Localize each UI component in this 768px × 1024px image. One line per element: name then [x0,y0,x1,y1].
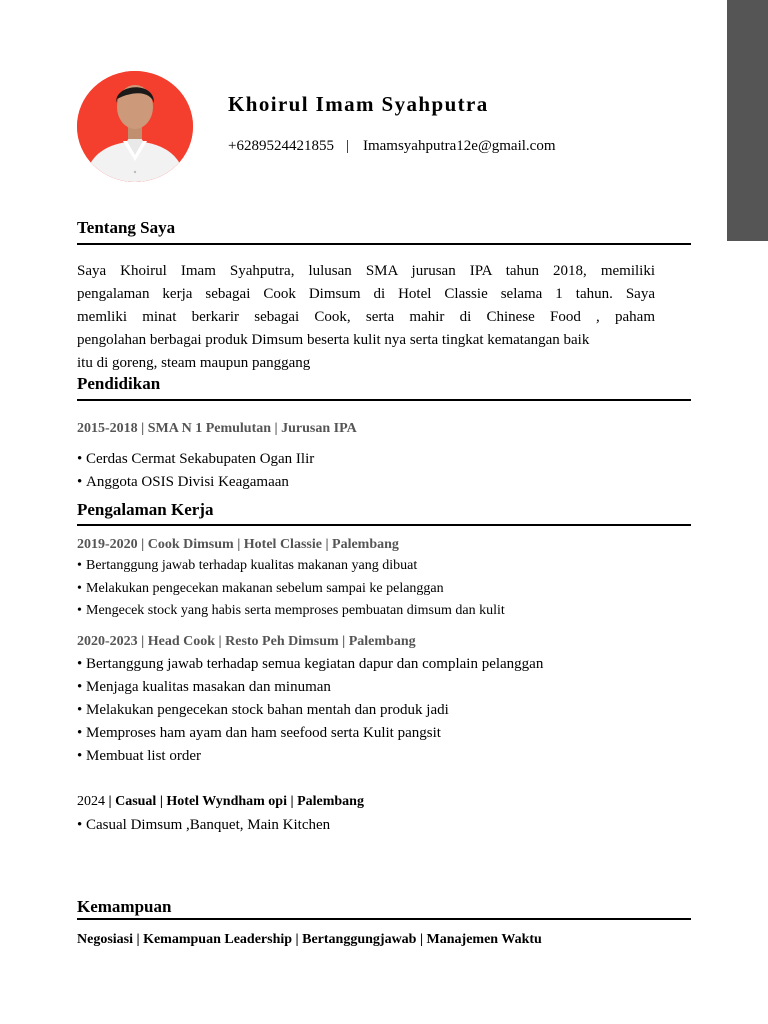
job-year: 2024 [77,794,105,809]
list-item: • Memproses ham ayam dan ham seefood serta Kulit pangsit [77,722,543,745]
about-line: pengolahan berbagai produk Dimsum beserta kulit nya serta tingkat kematangan baik [77,332,590,348]
contact-line [228,138,556,155]
email-address: Imamsyahputra12e@gmail.com [362,138,556,154]
section-title-about: Tentang Saya [77,218,176,237]
list-item: • Anggota OSIS Divisi Keagamaan [77,471,314,494]
job-heading: 2019-2020 | Cook Dimsum | Hotel Classie | Palembang [77,537,399,552]
about-line: itu di goreng, steam maupun panggang [77,355,311,371]
job-heading [77,794,364,810]
list-item: • Cerdas Cermat Sekabupaten Ogan Ilir [77,448,314,471]
list-item: • Melakukan pengecekan stock bahan mentah dan produk jadi [77,699,543,722]
about-paragraph [77,260,655,375]
education-achievements [77,448,314,494]
about-line: memliki minat berkarir sebagai Cook, serta mahir di Chinese Food , paham [77,309,655,325]
profile-photo-image [77,71,193,182]
list-item: • Casual Dimsum ,Banquet, Main Kitchen [77,814,330,837]
list-item: • Mengecek stock yang habis serta memproses pembuatan dimsum dan kulit [77,600,505,623]
job-duties [77,555,505,623]
contact-separator: | [345,138,349,154]
phone-number: +6289524421855 [228,138,334,154]
section-title-skills: Kemampuan [77,897,172,916]
section-title-education: Pendidikan [77,374,161,393]
list-item: • Melakukan pengecekan makanan sebelum sampai ke pelanggan [77,578,505,601]
job-duties [77,814,330,837]
job-heading-details: | Casual | Hotel Wyndham opi | Palembang [105,794,364,809]
list-item: • Menjaga kualitas masakan dan minuman [77,676,543,699]
section-divider-skills [77,918,691,920]
section-divider-experience [77,524,691,526]
side-accent-bar [727,0,768,241]
section-divider-education [77,399,691,401]
section-divider-about [77,243,691,245]
profile-photo [77,71,193,182]
section-title-experience: Pengalaman Kerja [77,500,214,519]
job-duties [77,653,543,768]
list-item: • Bertanggung jawab terhadap kualitas makanan yang dibuat [77,555,505,578]
about-line: Saya Khoirul Imam Syahputra, lulusan SMA jurusan IPA tahun 2018, memiliki [77,263,655,279]
list-item: • Bertanggung jawab terhadap semua kegiatan dapur dan complain pelanggan [77,653,543,676]
education-entry: 2015-2018 | SMA N 1 Pemulutan | Jurusan IPA [77,421,357,436]
skills-list: Negosiasi | Kemampuan Leadership | Bertanggungjawab | Manajemen Waktu [77,932,542,947]
list-item: • Membuat list order [77,745,543,768]
job-heading: 2020-2023 | Head Cook | Resto Peh Dimsum | Palembang [77,634,416,649]
candidate-name: Khoirul Imam Syahputra [228,92,489,116]
about-line: pengalaman kerja sebagai Cook Dimsum di Hotel Classie selama 1 tahun. Saya [77,286,655,302]
